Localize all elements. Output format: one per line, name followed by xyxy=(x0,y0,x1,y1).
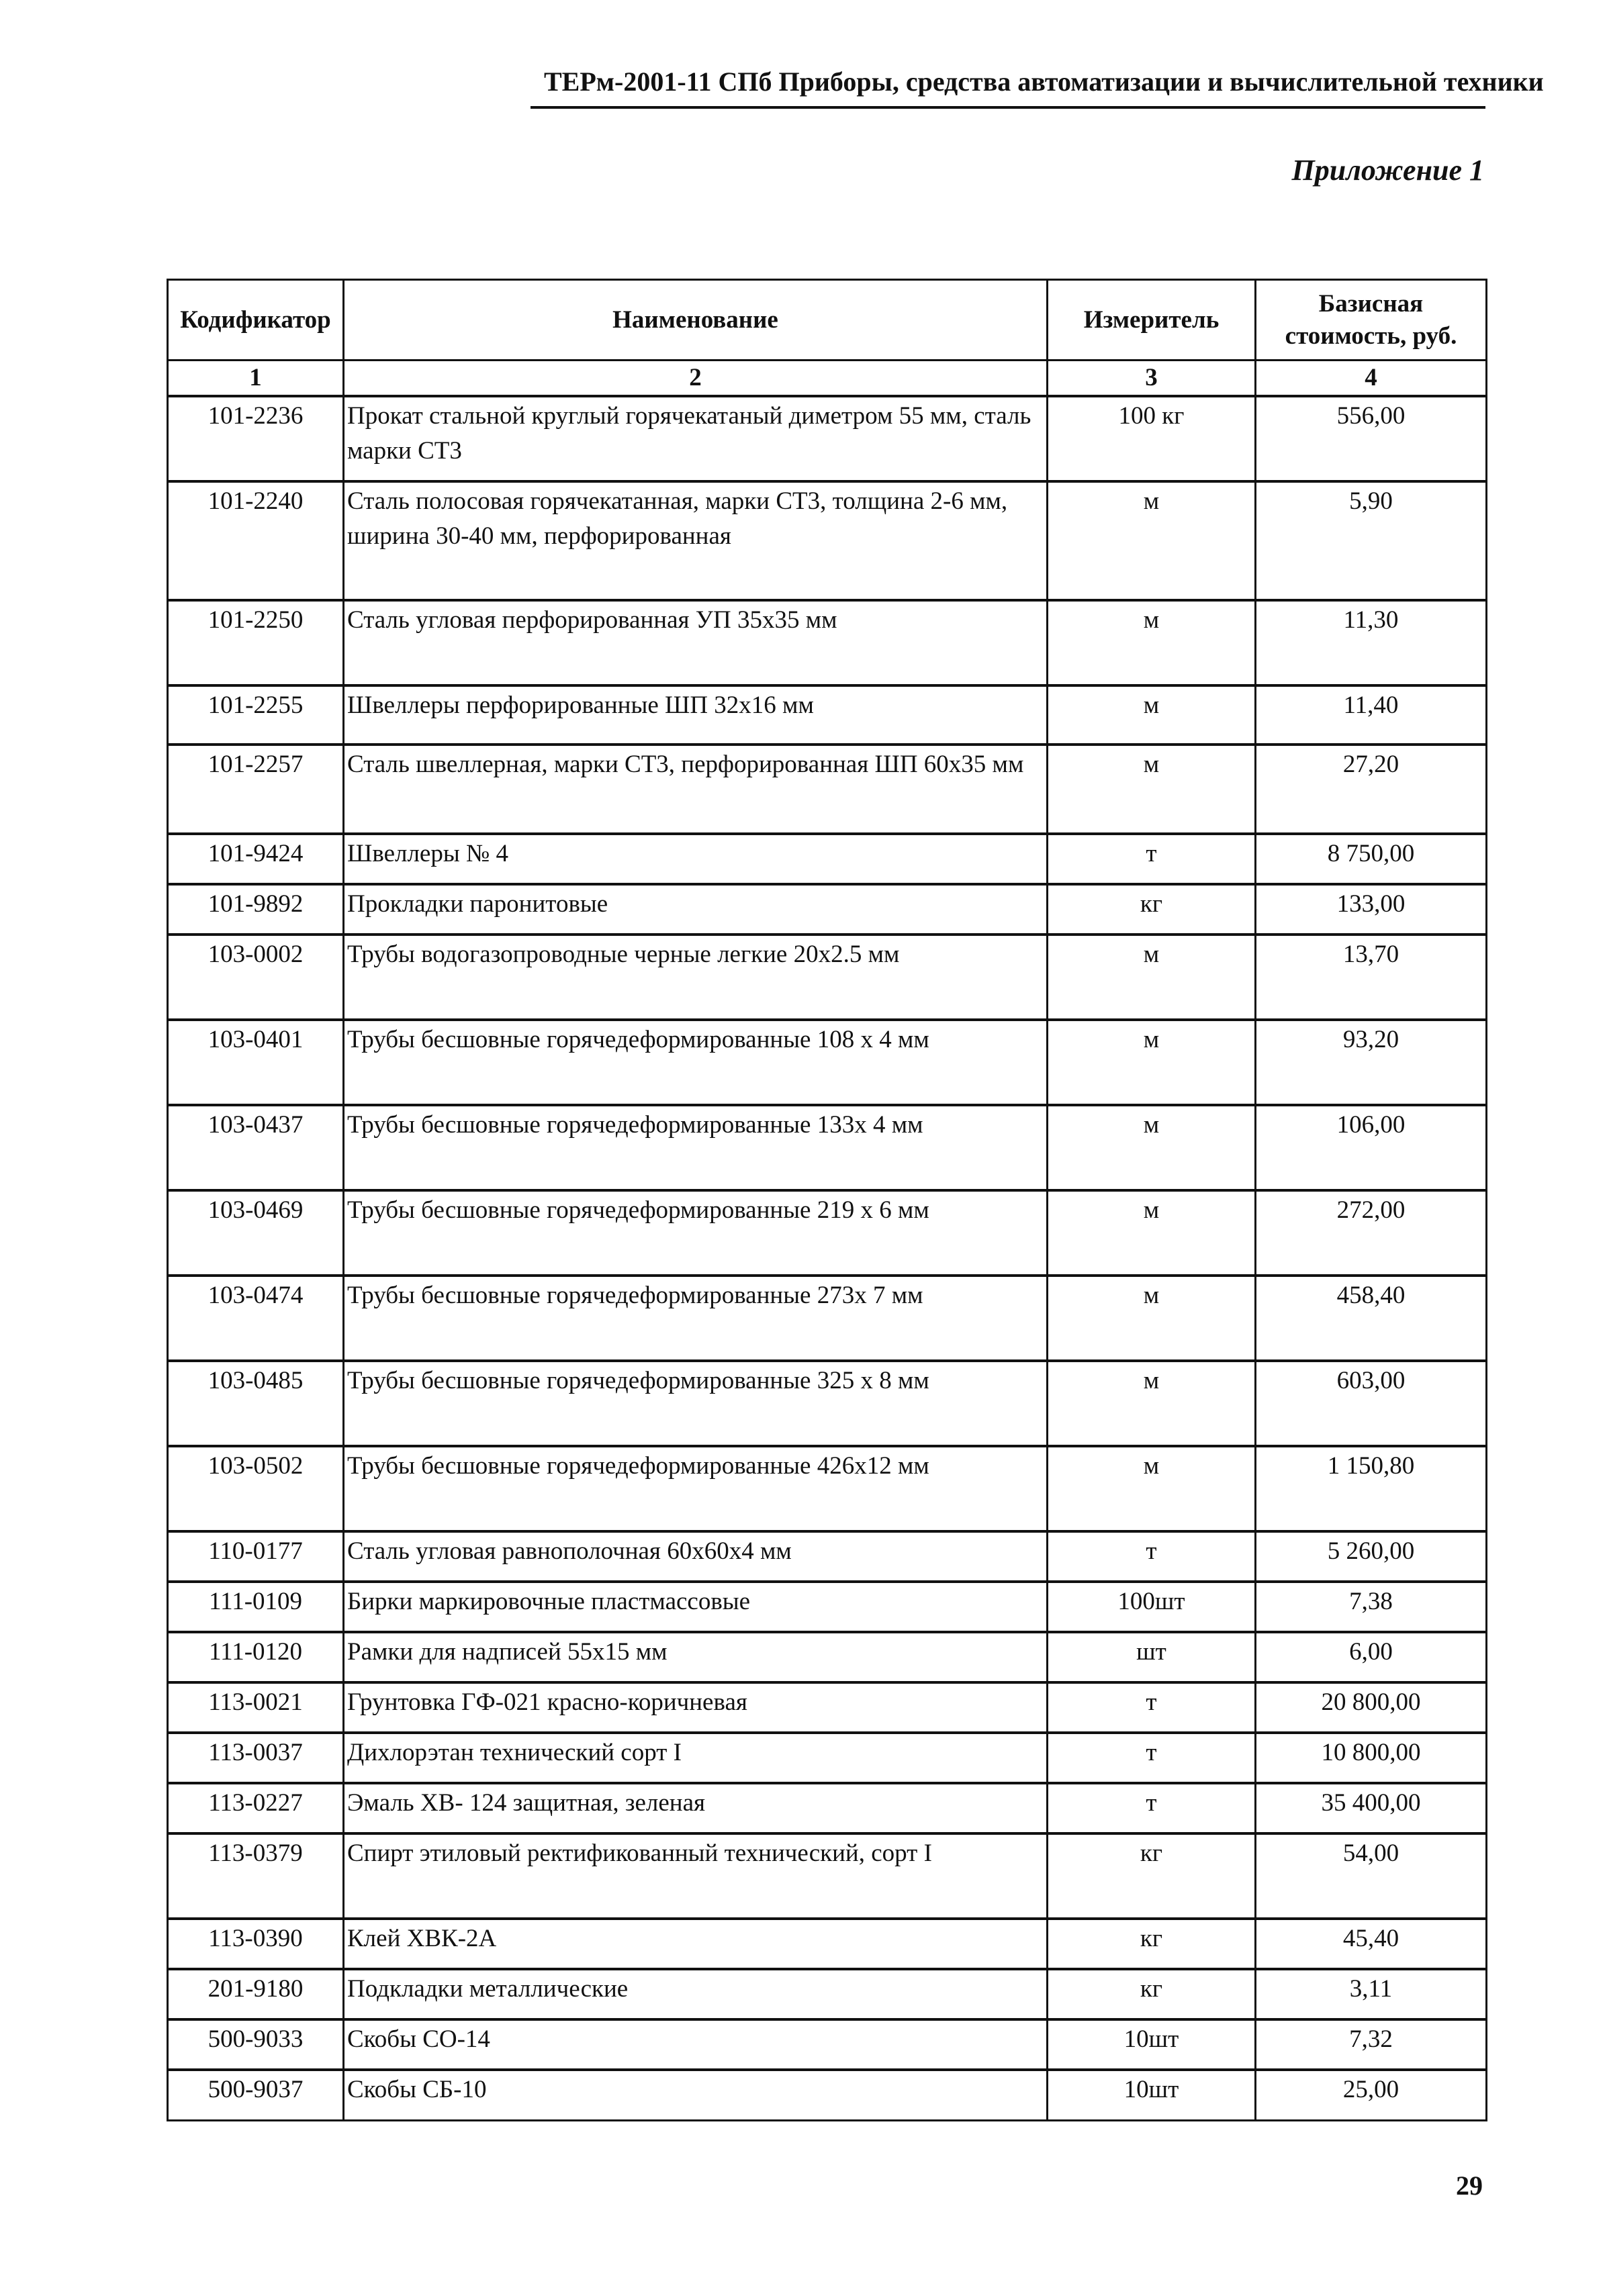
row-price: 6,00 xyxy=(1256,1632,1487,1682)
row-price: 603,00 xyxy=(1256,1361,1487,1446)
table-row xyxy=(168,2019,1487,2070)
row-code: 103-0437 xyxy=(168,1105,344,1190)
table-row xyxy=(168,1969,1487,2019)
row-price: 20 800,00 xyxy=(1256,1682,1487,1733)
row-name: Прокладки паронитовые xyxy=(344,884,1048,935)
row-price: 3,11 xyxy=(1256,1969,1487,2019)
row-name: Трубы бесшовные горячедеформированные 273х 7 мм xyxy=(344,1276,1048,1361)
row-code: 101-2257 xyxy=(168,745,344,834)
row-price: 10 800,00 xyxy=(1256,1733,1487,1783)
table-row xyxy=(168,1582,1487,1632)
row-price: 556,00 xyxy=(1256,396,1487,481)
row-unit: шт xyxy=(1048,1632,1256,1682)
row-name: Сталь угловая перфорированная УП 35х35 мм xyxy=(344,600,1048,685)
row-price: 8 750,00 xyxy=(1256,834,1487,884)
table-row xyxy=(168,481,1487,600)
materials-price-table xyxy=(167,279,1487,2121)
row-unit: м xyxy=(1048,685,1256,745)
column-number-row xyxy=(168,361,1487,397)
row-price: 458,40 xyxy=(1256,1276,1487,1361)
row-name: Скобы СО-14 xyxy=(344,2019,1048,2070)
row-unit: 10шт xyxy=(1048,2019,1256,2070)
column-number: 4 xyxy=(1256,361,1487,397)
row-price: 7,38 xyxy=(1256,1582,1487,1632)
row-code: 101-2255 xyxy=(168,685,344,745)
row-unit: м xyxy=(1048,1020,1256,1105)
column-header-name: Наименование xyxy=(344,280,1048,361)
column-header-price: Базисная стоимость, руб. xyxy=(1256,280,1487,361)
row-unit: м xyxy=(1048,1361,1256,1446)
row-code: 101-2250 xyxy=(168,600,344,685)
row-price: 11,30 xyxy=(1256,600,1487,685)
row-price: 5 260,00 xyxy=(1256,1531,1487,1582)
row-code: 101-9424 xyxy=(168,834,344,884)
column-number: 1 xyxy=(168,361,344,397)
row-unit: т xyxy=(1048,1531,1256,1582)
row-unit: т xyxy=(1048,1682,1256,1733)
table-row xyxy=(168,685,1487,745)
row-price: 54,00 xyxy=(1256,1833,1487,1919)
row-name: Трубы бесшовные горячедеформированные 219 х 6 мм xyxy=(344,1190,1048,1276)
row-name: Бирки маркировочные пластмассовые xyxy=(344,1582,1048,1632)
row-price: 106,00 xyxy=(1256,1105,1487,1190)
row-name: Сталь угловая равнополочная 60х60х4 мм xyxy=(344,1531,1048,1582)
table-row xyxy=(168,935,1487,1020)
table-row xyxy=(168,1833,1487,1919)
row-name: Швеллеры № 4 xyxy=(344,834,1048,884)
row-price: 133,00 xyxy=(1256,884,1487,935)
row-name: Трубы бесшовные горячедеформированные 133х 4 мм xyxy=(344,1105,1048,1190)
row-unit: кг xyxy=(1048,1919,1256,1969)
column-header-code: Кодификатор xyxy=(168,280,344,361)
row-price: 11,40 xyxy=(1256,685,1487,745)
row-name: Подкладки металлические xyxy=(344,1969,1048,2019)
row-unit: м xyxy=(1048,745,1256,834)
row-name: Дихлорэтан технический сорт I xyxy=(344,1733,1048,1783)
row-name: Рамки для надписей 55х15 мм xyxy=(344,1632,1048,1682)
row-name: Сталь швеллерная, марки СТ3, перфорированная ШП 60х35 мм xyxy=(344,745,1048,834)
row-unit: т xyxy=(1048,1733,1256,1783)
row-unit: 100шт xyxy=(1048,1582,1256,1632)
table-header-row xyxy=(168,280,1487,361)
row-code: 103-0469 xyxy=(168,1190,344,1276)
row-code: 500-9037 xyxy=(168,2070,344,2120)
row-name: Клей ХВК-2А xyxy=(344,1919,1048,1969)
row-unit: м xyxy=(1048,1190,1256,1276)
row-unit: м xyxy=(1048,481,1256,600)
row-code: 111-0120 xyxy=(168,1632,344,1682)
row-code: 101-2236 xyxy=(168,396,344,481)
row-code: 113-0390 xyxy=(168,1919,344,1969)
row-price: 35 400,00 xyxy=(1256,1783,1487,1833)
row-name: Швеллеры перфорированные ШП 32х16 мм xyxy=(344,685,1048,745)
table-row xyxy=(168,600,1487,685)
table-row xyxy=(168,1020,1487,1105)
row-code: 101-9892 xyxy=(168,884,344,935)
row-unit: м xyxy=(1048,935,1256,1020)
row-name: Скобы СБ-10 xyxy=(344,2070,1048,2120)
table-row xyxy=(168,1919,1487,1969)
row-unit: м xyxy=(1048,1446,1256,1531)
row-unit: 100 кг xyxy=(1048,396,1256,481)
row-unit: т xyxy=(1048,1783,1256,1833)
table-row xyxy=(168,1783,1487,1833)
row-code: 113-0021 xyxy=(168,1682,344,1733)
table-row xyxy=(168,1531,1487,1582)
page-number: 29 xyxy=(1456,2170,1483,2201)
row-unit: кг xyxy=(1048,1833,1256,1919)
row-code: 103-0502 xyxy=(168,1446,344,1531)
row-name: Трубы бесшовные горячедеформированные 426х12 мм xyxy=(344,1446,1048,1531)
table-row xyxy=(168,1446,1487,1531)
table-row xyxy=(168,834,1487,884)
row-name: Спирт этиловый ректификованный технический, сорт I xyxy=(344,1833,1048,1919)
row-price: 272,00 xyxy=(1256,1190,1487,1276)
header-rule xyxy=(531,106,1485,109)
column-number: 3 xyxy=(1048,361,1256,397)
row-price: 27,20 xyxy=(1256,745,1487,834)
running-header: ТЕРм-2001-11 СПб Приборы, средства автоматизации и вычислительной техники xyxy=(544,66,1544,97)
row-code: 103-0002 xyxy=(168,935,344,1020)
table-row xyxy=(168,1361,1487,1446)
row-name: Трубы бесшовные горячедеформированные 325 х 8 мм xyxy=(344,1361,1048,1446)
row-price: 45,40 xyxy=(1256,1919,1487,1969)
row-code: 113-0379 xyxy=(168,1833,344,1919)
table-row xyxy=(168,396,1487,481)
column-number: 2 xyxy=(344,361,1048,397)
column-header-unit: Измеритель xyxy=(1048,280,1256,361)
row-unit: т xyxy=(1048,834,1256,884)
row-name: Трубы водогазопроводные черные легкие 20х2.5 мм xyxy=(344,935,1048,1020)
row-price: 93,20 xyxy=(1256,1020,1487,1105)
row-unit: м xyxy=(1048,1276,1256,1361)
row-price: 1 150,80 xyxy=(1256,1446,1487,1531)
appendix-label: Приложение 1 xyxy=(1291,154,1484,187)
table-row xyxy=(168,1190,1487,1276)
table-row xyxy=(168,884,1487,935)
row-code: 101-2240 xyxy=(168,481,344,600)
table-row xyxy=(168,745,1487,834)
row-code: 113-0227 xyxy=(168,1783,344,1833)
row-code: 103-0474 xyxy=(168,1276,344,1361)
row-code: 103-0485 xyxy=(168,1361,344,1446)
row-price: 7,32 xyxy=(1256,2019,1487,2070)
table-row xyxy=(168,1632,1487,1682)
row-code: 111-0109 xyxy=(168,1582,344,1632)
row-name: Грунтовка ГФ-021 красно-коричневая xyxy=(344,1682,1048,1733)
row-price: 25,00 xyxy=(1256,2070,1487,2120)
row-unit: 10шт xyxy=(1048,2070,1256,2120)
row-code: 103-0401 xyxy=(168,1020,344,1105)
row-unit: м xyxy=(1048,1105,1256,1190)
row-name: Эмаль ХВ- 124 защитная, зеленая xyxy=(344,1783,1048,1833)
table-row xyxy=(168,1105,1487,1190)
row-price: 5,90 xyxy=(1256,481,1487,600)
table-row xyxy=(168,1276,1487,1361)
row-name: Сталь полосовая горячекатанная, марки СТ3, толщина 2-6 мм, ширина 30-40 мм, перфорированная xyxy=(344,481,1048,600)
table-row xyxy=(168,1733,1487,1783)
row-code: 113-0037 xyxy=(168,1733,344,1783)
row-code: 500-9033 xyxy=(168,2019,344,2070)
row-unit: м xyxy=(1048,600,1256,685)
row-name: Прокат стальной круглый горячекатаный диметром 55 мм, сталь марки СТ3 xyxy=(344,396,1048,481)
row-code: 201-9180 xyxy=(168,1969,344,2019)
table-row xyxy=(168,2070,1487,2120)
row-price: 13,70 xyxy=(1256,935,1487,1020)
row-name: Трубы бесшовные горячедеформированные 108 х 4 мм xyxy=(344,1020,1048,1105)
row-unit: кг xyxy=(1048,884,1256,935)
row-code: 110-0177 xyxy=(168,1531,344,1582)
row-unit: кг xyxy=(1048,1969,1256,2019)
table-row xyxy=(168,1682,1487,1733)
